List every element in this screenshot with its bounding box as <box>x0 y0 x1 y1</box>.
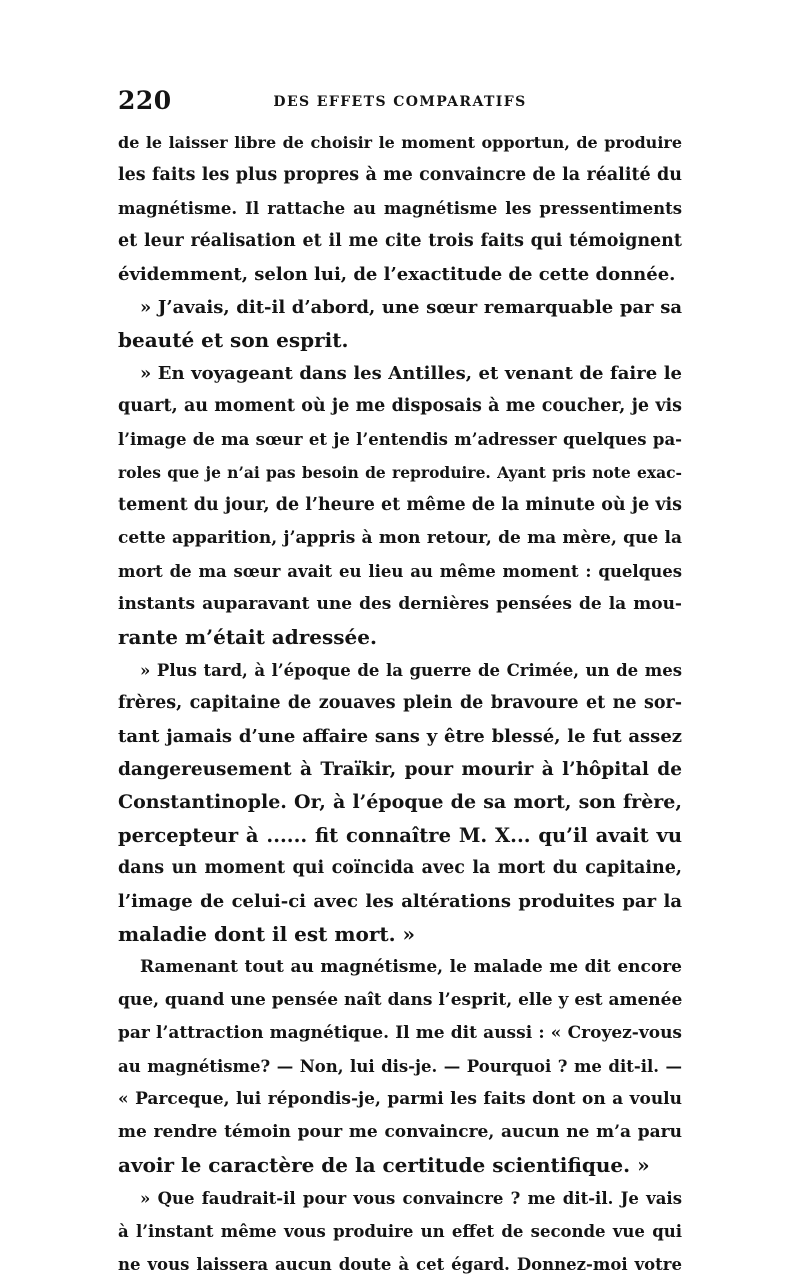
text-line: de le laisser libre de choisir le moment opportun, de produire <box>118 133 682 152</box>
text-line: percepteur à ...... fit connaître M. X... qu’il avait vu <box>118 824 682 847</box>
text-line: frères, capitaine de zouaves plein de bravoure et ne sor- <box>118 693 682 713</box>
text-line: roles que je n’ai pas besoin de reproduire. Ayant pris note exac- <box>118 463 682 482</box>
body-text <box>118 126 682 1281</box>
text-line: » J’avais, dit-il d’abord, une sœur remarquable par sa <box>140 297 682 318</box>
text-line: Ramenant tout au magnétisme, le malade me dit encore <box>140 957 682 977</box>
text-line: me rendre témoin pour me convaincre, aucun ne m’a paru <box>118 1122 682 1142</box>
text-line: » Plus tard, à l’époque de la guerre de Crimée, un de mes <box>140 661 682 680</box>
text-line: que, quand une pensée naît dans l’esprit, elle y est amenée <box>118 990 682 1010</box>
text-line: Constantinople. Or, à l’époque de sa mort, son frère, <box>118 791 682 813</box>
text-line: dans un moment qui coïncida avec la mort du capitaine, <box>118 858 682 878</box>
text-line: l’image de ma sœur et je l’entendis m’adresser quelques pa- <box>118 430 682 449</box>
text-line: magnétisme. Il rattache au magnétisme les pressentiments <box>118 199 682 218</box>
text-line: tant jamais d’une affaire sans y être blessé, le fut assez <box>118 726 682 747</box>
text-line: et leur réalisation et il me cite trois faits qui témoignent <box>118 231 682 251</box>
text-line: rante m’était adressée. <box>118 625 377 649</box>
text-line: ne vous laissera aucun doute à cet égard. Donnez-moi votre <box>118 1255 682 1274</box>
text-line: « Parceque, lui répondis-je, parmi les faits dont on a voulu <box>118 1089 682 1109</box>
text-line: quart, au moment où je me disposais à me coucher, je vis <box>118 396 682 416</box>
text-line: » En voyageant dans les Antilles, et venant de faire le <box>140 363 682 384</box>
text-line: les faits les plus propres à me convaincre de la réalité du <box>118 165 682 185</box>
text-line: l’image de celui-ci avec les altérations produites par la <box>118 891 682 912</box>
page-number: 220 <box>118 86 172 115</box>
text-line: mort de ma sœur avait eu lieu au même moment : quelques <box>118 562 682 581</box>
text-line: à l’instant même vous produire un effet de seconde vue qui <box>118 1222 682 1241</box>
text-line: au magnétisme? — Non, lui dis-je. — Pourquoi ? me dit-il. — <box>118 1057 682 1076</box>
page-header <box>118 82 682 118</box>
text-line: avoir le caractère de la certitude scientifique. » <box>118 1153 650 1177</box>
text-line: maladie dont il est mort. » <box>118 922 416 946</box>
text-line: cette apparition, j’appris à mon retour, de ma mère, que la <box>118 528 682 548</box>
text-line: beauté et son esprit. <box>118 328 349 352</box>
running-title: DES EFFETS COMPARATIFS <box>273 94 527 110</box>
text-line: tement du jour, de l’heure et même de la minute où je vis <box>118 495 682 515</box>
text-line: » Que faudrait-il pour vous convaincre ? me dit-il. Je vais <box>140 1189 682 1208</box>
text-line: instants auparavant une des dernières pensées de la mou- <box>118 594 682 614</box>
text-line: dangereusement à Traïkir, pour mourir à l’hôpital de <box>118 759 682 780</box>
text-line: par l’attraction magnétique. Il me dit aussi : « Croyez-vous <box>118 1023 682 1043</box>
text-line: évidemment, selon lui, de l’exactitude de cette donnée. <box>118 264 676 285</box>
